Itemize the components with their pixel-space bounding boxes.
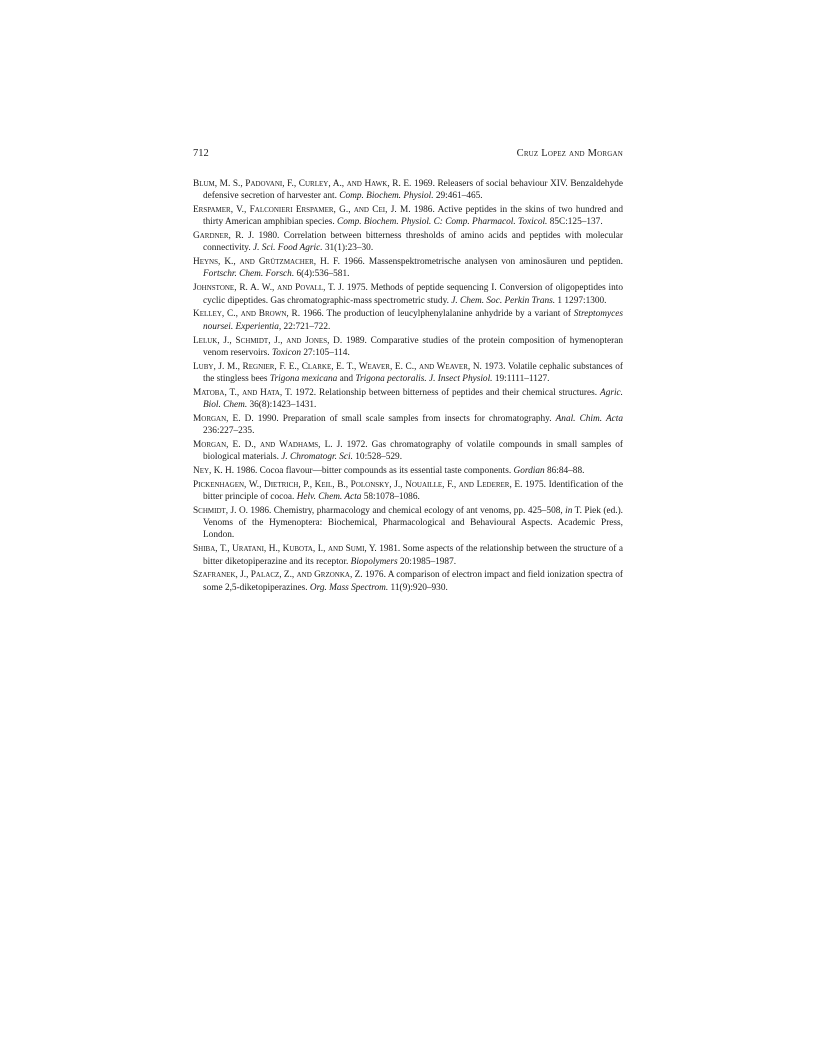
reference-entry <box>193 413 623 437</box>
reference-authors: Gardner, R. J. <box>193 231 255 242</box>
reference-authors: Pickenhagen, W., Dietrich, P., Keil, B., Polonsky, J., Nouaille, F., and Lederer, E. <box>193 479 523 490</box>
reference-text: 1976. A comparison of electron impact and field ionization spectra of some 2,5-diketopiperazines. <box>203 570 623 593</box>
reference-citation: 10:528–529. <box>352 452 403 463</box>
reference-text: 1975. Methods of peptide sequencing I. Conversion of oligopeptides into cyclic dipeptides. Gas chromatographic-mass spectrometric study. <box>203 283 624 306</box>
reference-citation: 29:461–465. <box>433 191 483 202</box>
reference-text: 1989. Comparative studies of the protein composition of hymenopteran venom reservoirs. <box>203 335 623 358</box>
reference-citation: 6(4):536–581. <box>294 269 350 280</box>
reference-journal: Agric. Biol. Chem. <box>203 387 623 410</box>
reference-authors: Shiba, T., Uratani, H., Kubota, I., and Sumi, Y. <box>193 544 377 555</box>
reference-entry <box>193 505 623 542</box>
reference-text: 1990. Preparation of small scale samples from insects for chromatography. <box>253 413 556 424</box>
reference-authors: Matoba, T., and Hata, T. <box>193 387 293 398</box>
reference-journal: Gordian <box>513 466 545 477</box>
reference-text: 1986. Chemistry, pharmacology and chemical ecology of ant venoms, pp. 425–508, <box>247 506 566 517</box>
running-head <box>193 147 623 161</box>
reference-entry <box>193 479 623 503</box>
reference-entry <box>193 439 623 463</box>
reference-citation: 11(9):920–930. <box>388 582 448 593</box>
reference-entry <box>193 543 623 567</box>
reference-journal: Comp. Biochem. Physiol. C: Comp. Pharmacol. Toxicol. <box>337 217 548 228</box>
running-title: Cruz Lopez and Morgan <box>516 148 623 159</box>
reference-text: 1986. Cocoa flavour—bitter compounds as its essential taste components. <box>234 466 514 477</box>
reference-text: 1975. Identification of the bitter principle of cocoa. <box>203 479 623 503</box>
reference-authors: Erspamer, V., Falconieri Erspamer, G., and Cei, J. M. <box>193 205 411 216</box>
reference-authors: Heyns, K., and Grützmacher, H. F. <box>193 257 340 268</box>
reference-text: 1973. Volatile cephalic substances of the stingless bees <box>203 361 623 384</box>
reference-authors: Johnstone, R. A. W., and Povall, T. J. <box>193 283 345 294</box>
reference-entry <box>193 256 623 280</box>
reference-citation: 58:1078–1086. <box>361 492 420 503</box>
reference-journal: Trigona mexicana <box>269 373 338 384</box>
reference-journal: Comp. Biochem. Physiol. <box>339 191 434 202</box>
reference-journal: Toxicon <box>271 347 302 358</box>
reference-citation: 19:1111–1127. <box>492 373 550 384</box>
reference-authors: Leluk, J., Schmidt, J., and Jones, D. <box>193 335 343 346</box>
reference-citation: 27:105–114. <box>301 347 350 358</box>
reference-citation: 86:84–88. <box>544 466 585 477</box>
reference-list <box>193 178 623 596</box>
reference-citation: 236:227–235. <box>203 426 255 437</box>
reference-citation: 85C:125–137. <box>547 217 603 228</box>
reference-authors: Blum, M. S., Padovani, F., Curley, A., and Hawk, R. E. <box>193 179 412 189</box>
reference-journal: Biopolymers <box>350 556 398 567</box>
reference-entry <box>193 335 623 359</box>
reference-text: 1981. Some aspects of the relationship between the structure of a bitter diketopiperazine and its receptor. <box>203 544 623 567</box>
reference-text: 1969. Releasers of social behaviour XIV. Benzaldehyde defensive secretion of harvester ant. <box>203 179 623 202</box>
reference-citation: 22:721–722. <box>281 321 331 332</box>
reference-journal: Trigona pectoralis. J. Insect Physiol. <box>355 373 493 384</box>
reference-entry <box>193 230 623 254</box>
reference-journal: J. Sci. Food Agric. <box>253 243 323 254</box>
reference-citation: 36(8):1423–1431. <box>247 399 317 410</box>
reference-authors: Kelley, C., and Brown, R. <box>193 309 301 320</box>
reference-authors: Schmidt, J. O. <box>193 506 248 517</box>
reference-entry <box>193 387 623 411</box>
reference-citation: 20:1985–1987. <box>397 556 457 567</box>
reference-citation: 1 1297:1300. <box>555 295 607 306</box>
reference-journal: Helv. Chem. Acta <box>296 492 362 503</box>
reference-text: 1966. The production of leucylphenylalanine anhydride by a variant of <box>300 309 574 320</box>
reference-citation: and <box>337 373 356 384</box>
reference-citation: T. Piek (ed.). Venoms of the Hymenoptera: Biochemical, Pharmacological and Behavioural Aspects. Academic Press, London. <box>203 506 624 541</box>
reference-journal: Streptomyces noursei. Experientia, <box>203 309 624 332</box>
reference-journal: J. Chem. Soc. Perkin Trans. <box>451 295 556 306</box>
reference-entry <box>193 569 623 593</box>
reference-citation: 31(1):23–30. <box>322 243 374 254</box>
reference-authors: Ney, K. H. <box>193 466 235 477</box>
reference-authors: Szafranek, J., Palacz, Z., and Grzonka, Z. <box>193 570 363 581</box>
reference-journal: J. Chromatogr. Sci. <box>281 452 353 463</box>
reference-journal: Org. Mass Spectrom. <box>309 582 389 593</box>
reference-text: 1972. Gas chromatography of volatile compounds in small samples of biological materials. <box>203 439 624 463</box>
reference-text: 1966. Massenspektrometrische analysen von aminosäuren und peptiden. <box>339 257 623 268</box>
reference-text: 1986. Active peptides in the skins of two hundred and thirty American amphibian species. <box>203 205 624 228</box>
reference-authors: Luby, J. M., Regnier, F. E., Clarke, E. T., Weaver, E. C., and Weaver, N. <box>193 361 482 372</box>
reference-entry <box>193 178 623 202</box>
reference-journal: Anal. Chim. Acta <box>555 413 624 424</box>
reference-entry <box>193 204 623 228</box>
reference-entry <box>193 361 623 385</box>
reference-entry <box>193 465 623 477</box>
reference-journal: in <box>565 506 573 517</box>
reference-entry <box>193 308 623 332</box>
reference-text: 1972. Relationship between bitterness of peptides and their chemical structures. <box>292 387 601 398</box>
reference-authors: Morgan, E. D. <box>193 413 254 424</box>
reference-text: 1980. Correlation between bitterness thresholds of amino acids and peptides with molecular connectivity. <box>203 231 623 254</box>
page-number: 712 <box>193 148 209 159</box>
reference-entry <box>193 282 623 306</box>
reference-authors: Morgan, E. D., and Wadhams, L. J. <box>193 439 343 450</box>
reference-journal: Fortschr. Chem. Forsch. <box>203 269 295 280</box>
